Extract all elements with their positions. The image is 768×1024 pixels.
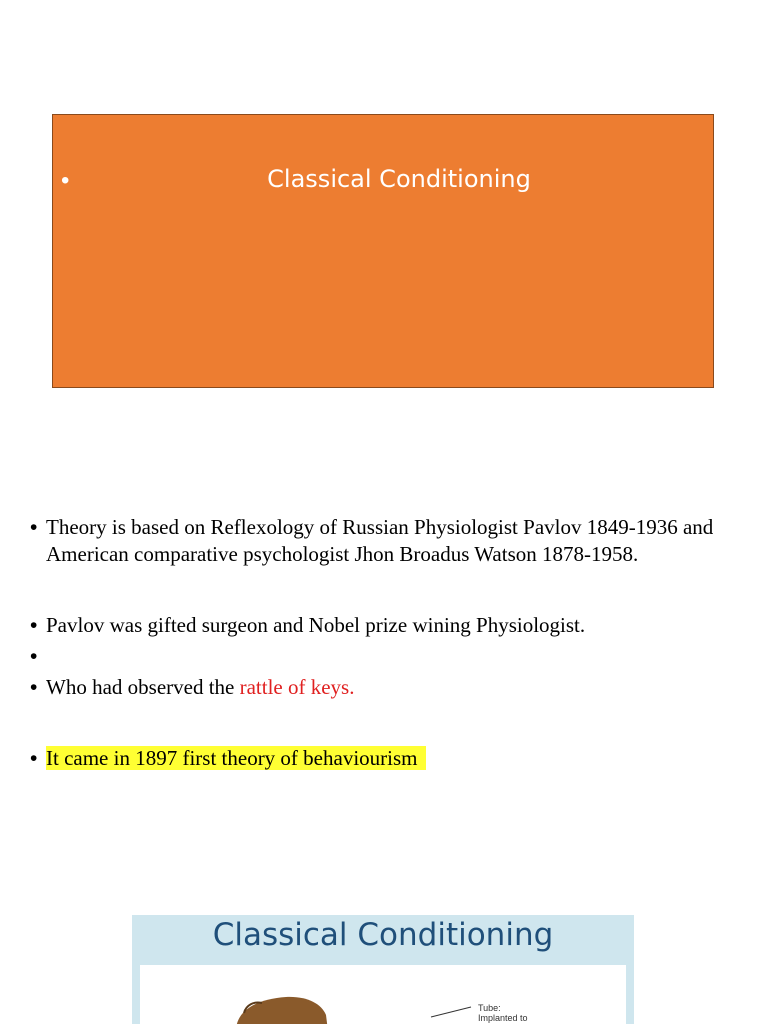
bullet-item-behaviourism bbox=[30, 745, 740, 772]
highlight-rattle-of-keys: rattle of keys. bbox=[239, 675, 355, 699]
bullet-dot: • bbox=[30, 645, 38, 668]
title-box bbox=[52, 114, 714, 388]
figure-title: Classical Conditioning bbox=[212, 917, 554, 953]
bullet-list bbox=[30, 514, 740, 772]
bullet-item-empty bbox=[30, 643, 740, 670]
dog-head-shape bbox=[236, 997, 328, 1024]
tube-label bbox=[478, 1003, 558, 1023]
slide-title: Classical Conditioning bbox=[267, 165, 531, 193]
bullet-dot: • bbox=[30, 614, 38, 637]
tube-pointer-line bbox=[431, 1007, 471, 1017]
bullet-text-pavlov: Pavlov was gifted surgeon and Nobel prize wining Physiologist. bbox=[46, 613, 586, 637]
bullet-text-observed: Who had observed the bbox=[46, 675, 240, 699]
bullet-text-behaviourism: It came in 1897 first theory of behaviourism bbox=[46, 746, 426, 770]
title-bullet: • bbox=[61, 167, 70, 194]
bullet-item-pavlov bbox=[30, 612, 740, 639]
classical-conditioning-figure bbox=[132, 915, 634, 1024]
bullet-dot: • bbox=[30, 747, 38, 770]
tube-label-line2: Implanted to bbox=[478, 1013, 528, 1023]
tube-label-line1: Tube: bbox=[478, 1003, 501, 1013]
bullet-dot: • bbox=[30, 516, 38, 539]
bullet-item-observed bbox=[30, 674, 740, 701]
bullet-text-theory: Theory is based on Reflexology of Russian Physiologist Pavlov 1849-1936 and American comparative psychologist Jhon Broadus Watson 1878-1958. bbox=[46, 515, 714, 566]
bullet-item-theory bbox=[30, 514, 740, 568]
bullet-dot: • bbox=[30, 676, 38, 699]
